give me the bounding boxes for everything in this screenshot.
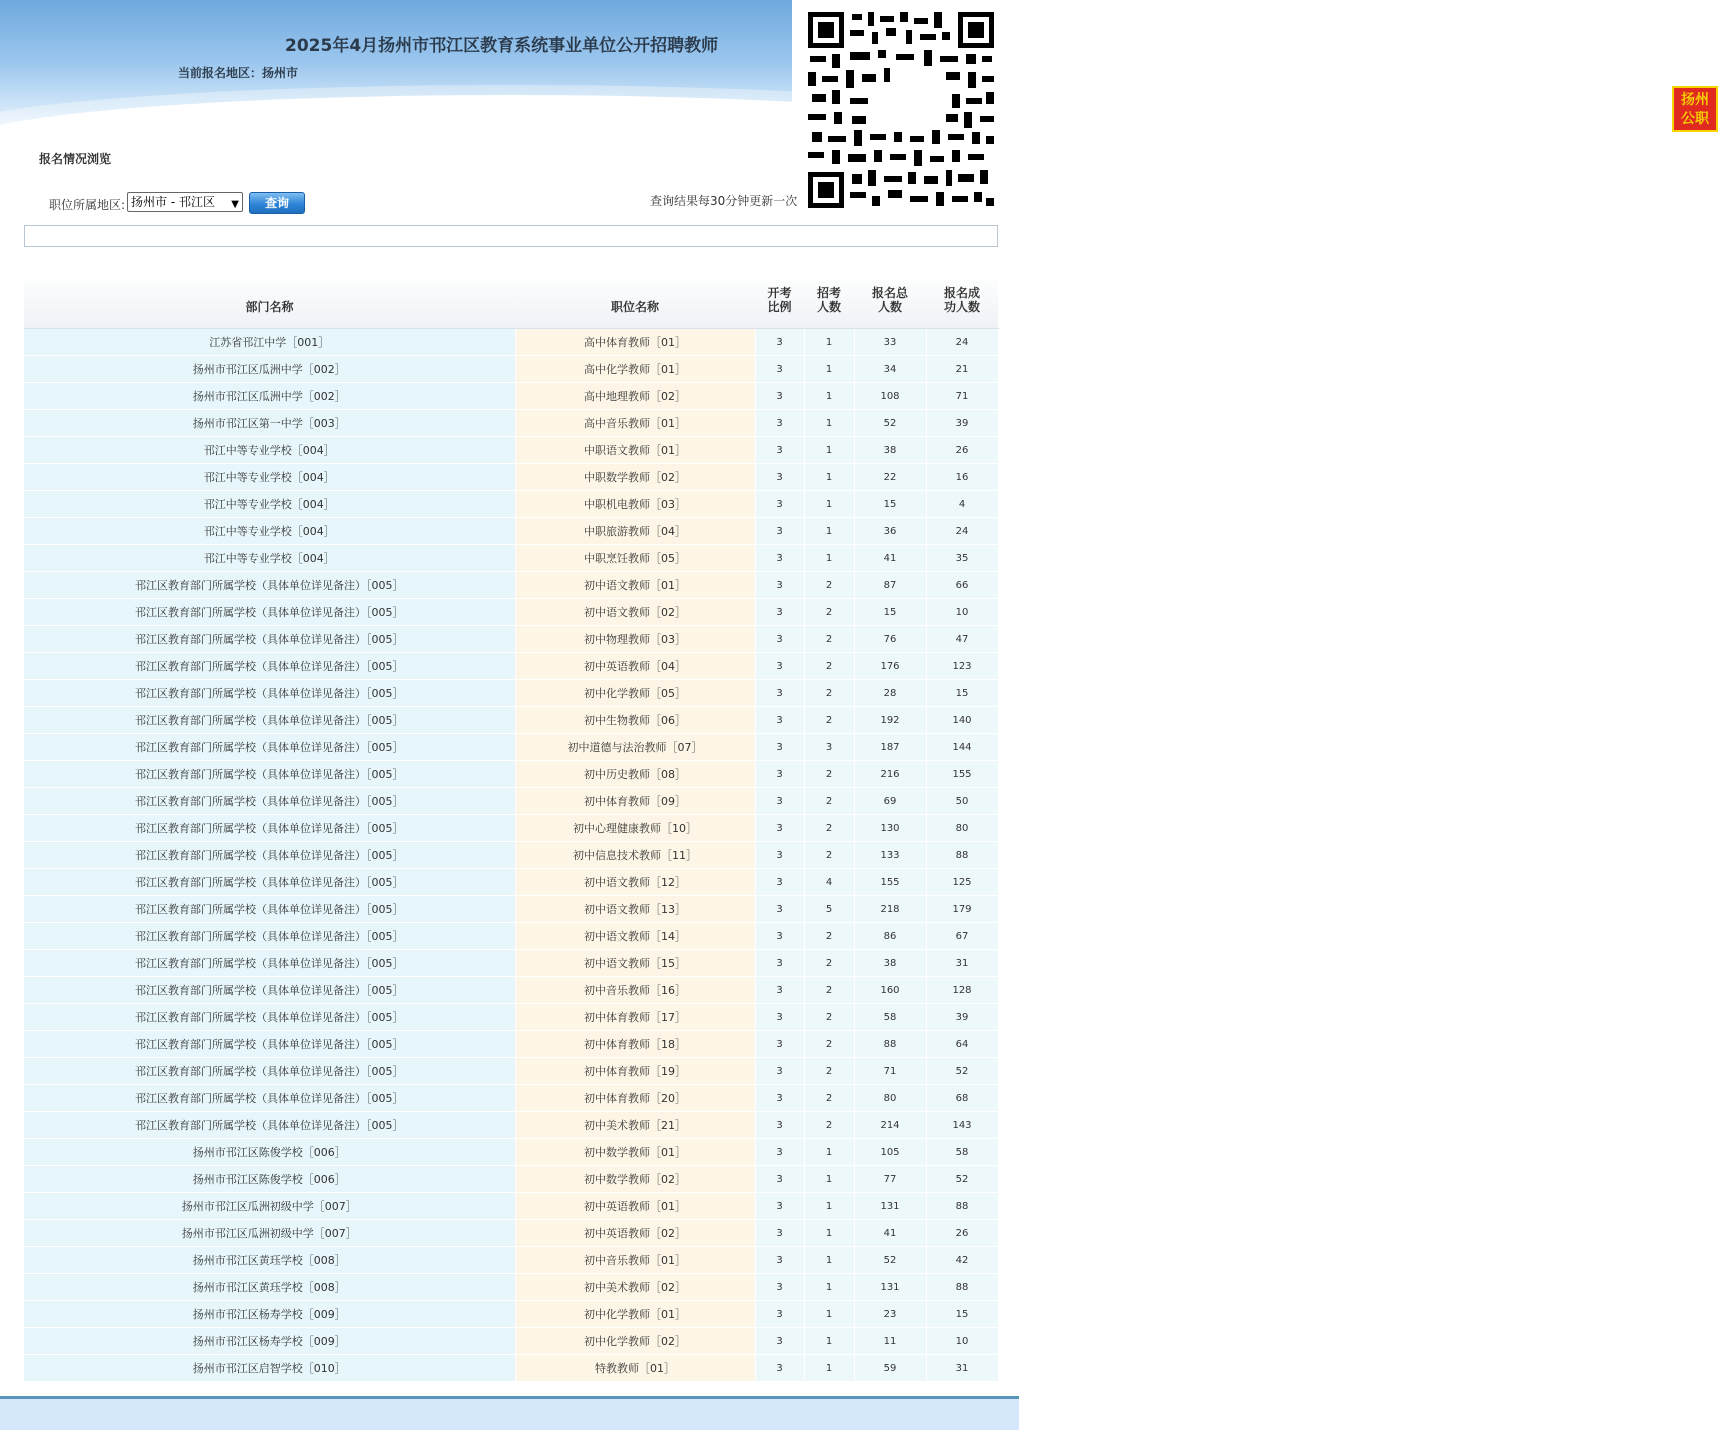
cell-total: 133	[854, 842, 926, 869]
query-button[interactable]: 查询	[249, 192, 305, 214]
table-body	[24, 329, 998, 1382]
cell-dept: 邗江中等专业学校［004］	[24, 464, 515, 491]
cell-ratio: 3	[755, 626, 804, 653]
cell-position: 初中美术教师［02］	[515, 1274, 755, 1301]
cell-success: 143	[926, 1112, 998, 1139]
cell-success: 50	[926, 788, 998, 815]
cell-ratio: 3	[755, 599, 804, 626]
cell-quota: 1	[804, 464, 854, 491]
cell-success: 123	[926, 653, 998, 680]
cell-position: 初中物理教师［03］	[515, 626, 755, 653]
cell-dept: 邗江区教育部门所属学校（具体单位详见备注）［005］	[24, 815, 515, 842]
cell-ratio: 3	[755, 923, 804, 950]
cell-dept: 邗江区教育部门所属学校（具体单位详见备注）［005］	[24, 788, 515, 815]
page-footer	[0, 1399, 1019, 1430]
cell-total: 11	[854, 1328, 926, 1355]
cell-ratio: 3	[755, 464, 804, 491]
cell-ratio: 3	[755, 1004, 804, 1031]
cell-dept: 邗江区教育部门所属学校（具体单位详见备注）［005］	[24, 572, 515, 599]
cell-ratio: 3	[755, 356, 804, 383]
cell-success: 10	[926, 1328, 998, 1355]
cell-success: 16	[926, 464, 998, 491]
cell-quota: 1	[804, 410, 854, 437]
cell-position: 初中体育教师［19］	[515, 1058, 755, 1085]
cell-dept: 邗江区教育部门所属学校（具体单位详见备注）［005］	[24, 626, 515, 653]
cell-ratio: 3	[755, 1328, 804, 1355]
cell-ratio: 3	[755, 707, 804, 734]
cell-position: 中职机电教师［03］	[515, 491, 755, 518]
cell-success: 68	[926, 1085, 998, 1112]
cell-ratio: 3	[755, 788, 804, 815]
cell-dept: 扬州市邗江区瓜洲初级中学［007］	[24, 1220, 515, 1247]
cell-total: 59	[854, 1355, 926, 1382]
cell-quota: 1	[804, 1355, 854, 1382]
cell-success: 10	[926, 599, 998, 626]
cell-total: 15	[854, 491, 926, 518]
cell-success: 21	[926, 356, 998, 383]
cell-position: 初中体育教师［17］	[515, 1004, 755, 1031]
cell-dept: 扬州市邗江区瓜洲中学［002］	[24, 356, 515, 383]
cell-total: 76	[854, 626, 926, 653]
cell-total: 36	[854, 518, 926, 545]
cell-quota: 2	[804, 950, 854, 977]
cell-success: 71	[926, 383, 998, 410]
table-row	[24, 1355, 998, 1382]
cell-quota: 1	[804, 1220, 854, 1247]
cell-dept: 邗江区教育部门所属学校（具体单位详见备注）［005］	[24, 734, 515, 761]
cell-quota: 2	[804, 815, 854, 842]
cell-total: 23	[854, 1301, 926, 1328]
cell-quota: 1	[804, 545, 854, 572]
cell-quota: 1	[804, 518, 854, 545]
cell-success: 66	[926, 572, 998, 599]
cell-dept: 扬州市邗江区瓜洲初级中学［007］	[24, 1193, 515, 1220]
column-header-success: 报名成 功人数	[926, 272, 998, 329]
cell-dept: 邗江区教育部门所属学校（具体单位详见备注）［005］	[24, 869, 515, 896]
cell-ratio: 3	[755, 1085, 804, 1112]
column-header-ratio: 开考 比例	[755, 272, 804, 329]
cell-success: 24	[926, 329, 998, 356]
page-title: 2025年4月扬州市邗江区教育系统事业单位公开招聘教师	[285, 36, 719, 56]
cell-total: 155	[854, 869, 926, 896]
table-row	[24, 1274, 998, 1301]
cell-position: 初中英语教师［04］	[515, 653, 755, 680]
cell-ratio: 3	[755, 545, 804, 572]
cell-position: 初中音乐教师［16］	[515, 977, 755, 1004]
cell-quota: 1	[804, 437, 854, 464]
table-row	[24, 1139, 998, 1166]
table-row	[24, 1085, 998, 1112]
cell-position: 初中语文教师［12］	[515, 869, 755, 896]
table-row	[24, 977, 998, 1004]
cell-total: 77	[854, 1166, 926, 1193]
table-row	[24, 788, 998, 815]
registration-table	[24, 272, 999, 1382]
cell-total: 52	[854, 410, 926, 437]
cell-success: 26	[926, 1220, 998, 1247]
cell-position: 中职语文教师［01］	[515, 437, 755, 464]
cell-dept: 扬州市邗江区黄珏学校［008］	[24, 1274, 515, 1301]
cell-position: 高中地理教师［02］	[515, 383, 755, 410]
table-row	[24, 545, 998, 572]
cell-position: 初中数学教师［02］	[515, 1166, 755, 1193]
cell-total: 80	[854, 1085, 926, 1112]
cell-ratio: 3	[755, 761, 804, 788]
cell-total: 58	[854, 1004, 926, 1031]
cell-success: 125	[926, 869, 998, 896]
cell-dept: 邗江区教育部门所属学校（具体单位详见备注）［005］	[24, 761, 515, 788]
cell-position: 高中音乐教师［01］	[515, 410, 755, 437]
cell-position: 初中道德与法治教师［07］	[515, 734, 755, 761]
cell-ratio: 3	[755, 815, 804, 842]
cell-success: 128	[926, 977, 998, 1004]
table-row	[24, 1112, 998, 1139]
cell-quota: 1	[804, 329, 854, 356]
cell-total: 41	[854, 1220, 926, 1247]
cell-dept: 邗江区教育部门所属学校（具体单位详见备注）［005］	[24, 842, 515, 869]
cell-position: 初中语文教师［01］	[515, 572, 755, 599]
cell-dept: 邗江区教育部门所属学校（具体单位详见备注）［005］	[24, 1031, 515, 1058]
column-header-quota: 招考 人数	[804, 272, 854, 329]
column-header-total: 报名总 人数	[854, 272, 926, 329]
table-row	[24, 680, 998, 707]
cell-quota: 2	[804, 1058, 854, 1085]
table-row	[24, 383, 998, 410]
cell-success: 26	[926, 437, 998, 464]
cell-success: 47	[926, 626, 998, 653]
cell-ratio: 3	[755, 410, 804, 437]
cell-ratio: 3	[755, 1220, 804, 1247]
cell-quota: 2	[804, 572, 854, 599]
table-header-row	[24, 272, 998, 329]
qr-code	[792, 0, 1709, 222]
cell-success: 88	[926, 1193, 998, 1220]
table-row	[24, 1193, 998, 1220]
cell-position: 初中化学教师［01］	[515, 1301, 755, 1328]
cell-quota: 2	[804, 680, 854, 707]
cell-dept: 邗江区教育部门所属学校（具体单位详见备注）［005］	[24, 950, 515, 977]
cell-quota: 1	[804, 1166, 854, 1193]
cell-position: 初中体育教师［09］	[515, 788, 755, 815]
cell-dept: 邗江中等专业学校［004］	[24, 518, 515, 545]
cell-quota: 1	[804, 491, 854, 518]
cell-ratio: 3	[755, 680, 804, 707]
cell-total: 38	[854, 950, 926, 977]
cell-position: 初中化学教师［02］	[515, 1328, 755, 1355]
cell-ratio: 3	[755, 734, 804, 761]
cell-total: 108	[854, 383, 926, 410]
table-row	[24, 626, 998, 653]
region-filter-label: 职位所属地区:	[49, 198, 126, 212]
cell-ratio: 3	[755, 950, 804, 977]
cell-success: 24	[926, 518, 998, 545]
cell-success: 58	[926, 1139, 998, 1166]
cell-success: 39	[926, 1004, 998, 1031]
table-row	[24, 653, 998, 680]
table-row	[24, 950, 998, 977]
cell-quota: 2	[804, 1112, 854, 1139]
table-row	[24, 734, 998, 761]
cell-ratio: 3	[755, 896, 804, 923]
cell-dept: 邗江区教育部门所属学校（具体单位详见备注）［005］	[24, 1085, 515, 1112]
cell-position: 中职数学教师［02］	[515, 464, 755, 491]
cell-dept: 邗江区教育部门所属学校（具体单位详见备注）［005］	[24, 896, 515, 923]
cell-success: 35	[926, 545, 998, 572]
cell-ratio: 3	[755, 869, 804, 896]
table-row	[24, 1166, 998, 1193]
cell-dept: 邗江区教育部门所属学校（具体单位详见备注）［005］	[24, 1058, 515, 1085]
cell-ratio: 3	[755, 653, 804, 680]
cell-ratio: 3	[755, 1112, 804, 1139]
cell-ratio: 3	[755, 842, 804, 869]
cell-total: 218	[854, 896, 926, 923]
cell-position: 初中历史教师［08］	[515, 761, 755, 788]
cell-ratio: 3	[755, 437, 804, 464]
cell-total: 33	[854, 329, 926, 356]
cell-ratio: 3	[755, 383, 804, 410]
cell-quota: 2	[804, 842, 854, 869]
cell-total: 131	[854, 1193, 926, 1220]
table-row	[24, 1031, 998, 1058]
cell-position: 初中生物教师［06］	[515, 707, 755, 734]
cell-position: 特教教师［01］	[515, 1355, 755, 1382]
cell-success: 67	[926, 923, 998, 950]
cell-total: 176	[854, 653, 926, 680]
cell-success: 31	[926, 1355, 998, 1382]
cell-quota: 1	[804, 1274, 854, 1301]
cell-quota: 5	[804, 896, 854, 923]
cell-success: 88	[926, 842, 998, 869]
cell-position: 初中音乐教师［01］	[515, 1247, 755, 1274]
cell-position: 初中英语教师［02］	[515, 1220, 755, 1247]
table-row	[24, 572, 998, 599]
cell-total: 69	[854, 788, 926, 815]
table-row	[24, 329, 998, 356]
cell-success: 31	[926, 950, 998, 977]
cell-quota: 2	[804, 788, 854, 815]
cell-dept: 江苏省邗江中学［001］	[24, 329, 515, 356]
cell-dept: 扬州市邗江区启智学校［010］	[24, 1355, 515, 1382]
cell-ratio: 3	[755, 1139, 804, 1166]
cell-quota: 1	[804, 1139, 854, 1166]
cell-total: 34	[854, 356, 926, 383]
cell-dept: 扬州市邗江区杨寿学校［009］	[24, 1301, 515, 1328]
cell-dept: 扬州市邗江区杨寿学校［009］	[24, 1328, 515, 1355]
table-row	[24, 1301, 998, 1328]
table-row	[24, 491, 998, 518]
cell-quota: 2	[804, 1004, 854, 1031]
cell-total: 38	[854, 437, 926, 464]
cell-ratio: 3	[755, 329, 804, 356]
qr-logo-text: 公职	[1681, 111, 1709, 127]
empty-message-bar	[24, 225, 998, 247]
cell-quota: 4	[804, 869, 854, 896]
qr-logo-badge	[1672, 86, 1718, 132]
table-row	[24, 761, 998, 788]
cell-quota: 2	[804, 599, 854, 626]
cell-total: 131	[854, 1274, 926, 1301]
cell-dept: 邗江中等专业学校［004］	[24, 437, 515, 464]
cell-position: 中职烹饪教师［05］	[515, 545, 755, 572]
cell-total: 214	[854, 1112, 926, 1139]
cell-total: 86	[854, 923, 926, 950]
table-row	[24, 410, 998, 437]
cell-position: 初中语文教师［13］	[515, 896, 755, 923]
cell-dept: 邗江区教育部门所属学校（具体单位详见备注）［005］	[24, 977, 515, 1004]
column-header-dept: 部门名称	[24, 272, 515, 329]
qr-logo-text: 扬州	[1681, 92, 1709, 108]
cell-dept: 邗江区教育部门所属学校（具体单位详见备注）［005］	[24, 1004, 515, 1031]
cell-success: 15	[926, 680, 998, 707]
cell-dept: 邗江中等专业学校［004］	[24, 545, 515, 572]
table-row	[24, 815, 998, 842]
table-row	[24, 1247, 998, 1274]
table-row	[24, 896, 998, 923]
cell-total: 160	[854, 977, 926, 1004]
table-row	[24, 842, 998, 869]
update-note: 查询结果每30分钟更新一次	[650, 194, 798, 208]
cell-ratio: 3	[755, 1193, 804, 1220]
cell-position: 初中化学教师［05］	[515, 680, 755, 707]
cell-total: 41	[854, 545, 926, 572]
current-region: 当前报名地区：扬州市	[178, 66, 299, 80]
cell-position: 初中英语教师［01］	[515, 1193, 755, 1220]
cell-total: 28	[854, 680, 926, 707]
cell-success: 80	[926, 815, 998, 842]
cell-success: 15	[926, 1301, 998, 1328]
cell-ratio: 3	[755, 572, 804, 599]
cell-quota: 2	[804, 1085, 854, 1112]
cell-ratio: 3	[755, 1355, 804, 1382]
cell-total: 216	[854, 761, 926, 788]
column-header-position: 职位名称	[515, 272, 755, 329]
cell-dept: 邗江区教育部门所属学校（具体单位详见备注）［005］	[24, 653, 515, 680]
cell-position: 初中信息技术教师［11］	[515, 842, 755, 869]
cell-quota: 2	[804, 1031, 854, 1058]
table-row	[24, 356, 998, 383]
cell-dept: 邗江区教育部门所属学校（具体单位详见备注）［005］	[24, 680, 515, 707]
cell-dept: 邗江区教育部门所属学校（具体单位详见备注）［005］	[24, 707, 515, 734]
cell-total: 105	[854, 1139, 926, 1166]
cell-total: 15	[854, 599, 926, 626]
region-filter-value: 扬州市 - 邗江区	[131, 195, 215, 209]
cell-dept: 邗江区教育部门所属学校（具体单位详见备注）［005］	[24, 599, 515, 626]
cell-position: 初中语文教师［14］	[515, 923, 755, 950]
cell-total: 22	[854, 464, 926, 491]
cell-quota: 1	[804, 1328, 854, 1355]
cell-success: 179	[926, 896, 998, 923]
cell-total: 71	[854, 1058, 926, 1085]
cell-success: 144	[926, 734, 998, 761]
cell-total: 187	[854, 734, 926, 761]
table-row	[24, 518, 998, 545]
table-row	[24, 437, 998, 464]
cell-ratio: 3	[755, 518, 804, 545]
cell-position: 初中体育教师［20］	[515, 1085, 755, 1112]
cell-position: 初中语文教师［15］	[515, 950, 755, 977]
cell-quota: 1	[804, 356, 854, 383]
cell-quota: 1	[804, 1301, 854, 1328]
cell-ratio: 3	[755, 1031, 804, 1058]
cell-dept: 扬州市邗江区瓜洲中学［002］	[24, 383, 515, 410]
cell-success: 52	[926, 1058, 998, 1085]
cell-ratio: 3	[755, 1301, 804, 1328]
cell-position: 高中体育教师［01］	[515, 329, 755, 356]
cell-position: 初中心理健康教师［10］	[515, 815, 755, 842]
cell-position: 中职旅游教师［04］	[515, 518, 755, 545]
cell-quota: 2	[804, 923, 854, 950]
cell-quota: 2	[804, 761, 854, 788]
cell-success: 42	[926, 1247, 998, 1274]
qr-code-image	[806, 10, 996, 210]
cell-success: 155	[926, 761, 998, 788]
cell-success: 4	[926, 491, 998, 518]
cell-total: 192	[854, 707, 926, 734]
cell-total: 130	[854, 815, 926, 842]
chevron-down-icon: ▼	[231, 199, 239, 210]
section-title: 报名情况浏览	[39, 152, 112, 166]
table-row	[24, 1328, 998, 1355]
cell-position: 高中化学教师［01］	[515, 356, 755, 383]
cell-quota: 1	[804, 1193, 854, 1220]
cell-ratio: 3	[755, 491, 804, 518]
cell-ratio: 3	[755, 977, 804, 1004]
cell-quota: 3	[804, 734, 854, 761]
cell-success: 52	[926, 1166, 998, 1193]
cell-quota: 2	[804, 977, 854, 1004]
cell-dept: 扬州市邗江区第一中学［003］	[24, 410, 515, 437]
table-row	[24, 464, 998, 491]
cell-total: 88	[854, 1031, 926, 1058]
cell-position: 初中体育教师［18］	[515, 1031, 755, 1058]
cell-dept: 邗江中等专业学校［004］	[24, 491, 515, 518]
cell-dept: 邗江区教育部门所属学校（具体单位详见备注）［005］	[24, 923, 515, 950]
cell-success: 88	[926, 1274, 998, 1301]
cell-total: 52	[854, 1247, 926, 1274]
cell-success: 140	[926, 707, 998, 734]
cell-dept: 邗江区教育部门所属学校（具体单位详见备注）［005］	[24, 1112, 515, 1139]
cell-total: 87	[854, 572, 926, 599]
cell-ratio: 3	[755, 1058, 804, 1085]
cell-success: 64	[926, 1031, 998, 1058]
cell-dept: 扬州市邗江区陈俊学校［006］	[24, 1139, 515, 1166]
cell-position: 初中语文教师［02］	[515, 599, 755, 626]
table-row	[24, 923, 998, 950]
region-filter-select[interactable]	[127, 192, 243, 212]
cell-position: 初中数学教师［01］	[515, 1139, 755, 1166]
cell-quota: 1	[804, 383, 854, 410]
cell-ratio: 3	[755, 1247, 804, 1274]
cell-ratio: 3	[755, 1166, 804, 1193]
table-row	[24, 1220, 998, 1247]
table-row	[24, 869, 998, 896]
cell-quota: 2	[804, 707, 854, 734]
table-row	[24, 599, 998, 626]
table-row	[24, 707, 998, 734]
table-row	[24, 1058, 998, 1085]
cell-quota: 2	[804, 653, 854, 680]
cell-quota: 2	[804, 626, 854, 653]
cell-position: 初中美术教师［21］	[515, 1112, 755, 1139]
cell-dept: 扬州市邗江区陈俊学校［006］	[24, 1166, 515, 1193]
cell-quota: 1	[804, 1247, 854, 1274]
cell-dept: 扬州市邗江区黄珏学校［008］	[24, 1247, 515, 1274]
cell-success: 39	[926, 410, 998, 437]
table-row	[24, 1004, 998, 1031]
cell-ratio: 3	[755, 1274, 804, 1301]
